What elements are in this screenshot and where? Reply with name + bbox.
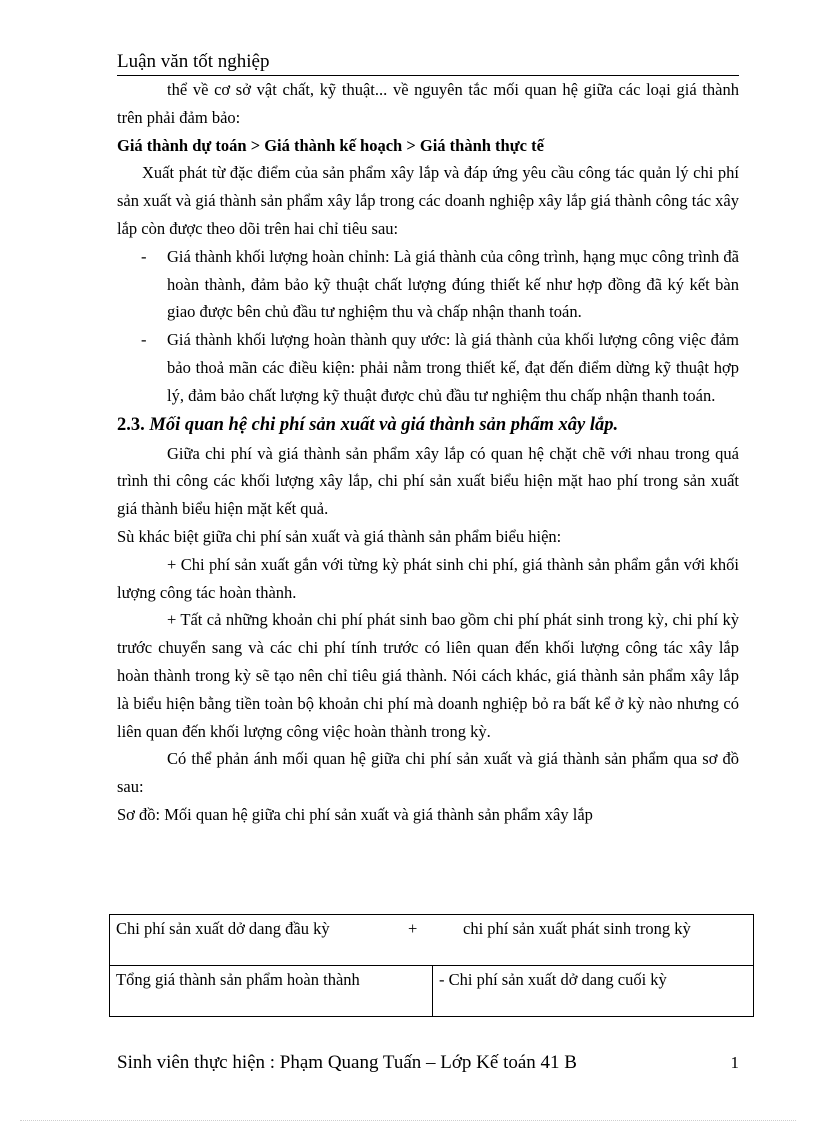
price-relation-bold: Giá thành dự toán > Giá thành kế hoạch > Giá thành thực tế bbox=[117, 135, 544, 155]
section-heading bbox=[117, 410, 739, 440]
table-cell bbox=[433, 966, 754, 1017]
list-item bbox=[117, 243, 739, 326]
page-header bbox=[117, 50, 739, 76]
beginning-wip-cost: Chi phí sản xuất dở dang đầu kỳ bbox=[116, 919, 330, 938]
plus-operator: + bbox=[408, 919, 418, 938]
total-finished-cost: Tổng giá thành sản phẩm hoàn thành bbox=[116, 970, 360, 989]
paragraph-diagram-intro: Có thể phản ánh mối quan hệ giữa chi phí sản xuất và giá thành sản phẩm qua sơ đồ sau: bbox=[117, 749, 739, 797]
page-bottom-divider bbox=[20, 1120, 796, 1121]
paragraph-point-1: + Chi phí sản xuất gắn với từng kỳ phát sinh chi phí, giá thành sản phẩm gắn với khối lượng công tác hoàn thành. bbox=[117, 554, 739, 602]
bullet-dash: - bbox=[141, 246, 147, 266]
ending-wip-cost: - Chi phí sản xuất dở dang cuối kỳ bbox=[439, 970, 667, 989]
table-cell bbox=[110, 966, 433, 1017]
indicator-list bbox=[117, 243, 739, 410]
list-item-text: Giá thành khối lượng hoàn thành quy ước: là giá thành của khối lượng công việc đảm bảo thoả mãn các điều kiện: phải nằm trong thiết kế, đạt đến điểm dừng kỹ thuật hợp lý, đảm bảo chất lượng kỹ thuật được chủ đầu tư nghiệm thu chấp nhận thanh toán. bbox=[167, 330, 739, 405]
diagram-caption: Sơ đồ: Mối quan hệ giữa chi phí sản xuất và giá thành sản phẩm xây lắp bbox=[117, 804, 593, 824]
table-row bbox=[110, 966, 754, 1017]
relationship-diagram-table bbox=[109, 914, 754, 1017]
paragraph-point-2: + Tất cả những khoản chi phí phát sinh bao gồm chi phí phát sinh trong kỳ, chi phí kỳ trước chuyển sang và các chi phí tính trước có liên quan đến khối lượng công tác xây lắp hoàn thành trong kỳ sẽ tạo nên chỉ tiêu giá thành. Nói cách khác, giá thành sản phẩm xây lắp là biểu hiện bằng tiền toàn bộ khoản chi phí mà doanh nghiệp bỏ ra bất kể ở kỳ nào nhưng có liên quan đến khối lượng công việc hoàn thành trong kỳ. bbox=[117, 610, 739, 741]
incurred-cost: chi phí sản xuất phát sinh trong kỳ bbox=[463, 919, 691, 938]
section-title: Mối quan hệ chi phí sản xuất và giá thành sản phẩm xây lắp. bbox=[149, 414, 619, 435]
list-item bbox=[117, 326, 739, 409]
bullet-dash: - bbox=[141, 330, 147, 350]
paragraph-continuation: thể về cơ sở vật chất, kỹ thuật... về nguyên tắc mối quan hệ giữa các loại giá thành trên phải đảm bảo: bbox=[117, 80, 739, 127]
table-row bbox=[110, 915, 754, 966]
list-item-text: Giá thành khối lượng hoàn chỉnh: Là giá thành của công trình, hạng mục công trình đã hoàn thành, đảm bảo kỹ thuật chất lượng đúng thiết kế như hợp đồng đã ký kết bàn giao được bên chủ đầu tư nghiệm thu và chấp nhận thanh toán. bbox=[167, 246, 739, 322]
page-number: 1 bbox=[730, 1053, 739, 1072]
paragraph-difference: Sù khác biệt giữa chi phí sản xuất và giá thành sản phẩm biểu hiện: bbox=[117, 526, 562, 546]
header-title: Luận văn tốt nghiệp bbox=[117, 51, 270, 72]
footer-author: Sinh viên thực hiện : Phạm Quang Tuấn – Lớp Kế toán 41 B bbox=[117, 1052, 577, 1073]
paragraph-relation: Giữa chi phí và giá thành sản phẩm xây lắp có quan hệ chặt chẽ với nhau trong quá trình thi công các khối lượng xây lắp, chi phí sản xuất biểu hiện mặt hao phí trong sản xuất giá thành biểu hiện mặt kết quả. bbox=[117, 443, 739, 519]
page-footer bbox=[117, 1051, 739, 1075]
table-cell bbox=[110, 915, 754, 966]
document-body bbox=[117, 76, 739, 829]
section-number: 2.3. bbox=[117, 414, 145, 435]
paragraph-intro-indicators: Xuất phát từ đặc điểm của sản phẩm xây lắp và đáp ứng yêu cầu công tác quản lý chi phí sản xuất và giá thành sản phẩm xây lắp trong các doanh nghiệp xây lắp giá thành công tác xây lắp còn được theo dõi trên hai chỉ tiêu sau: bbox=[117, 163, 739, 238]
